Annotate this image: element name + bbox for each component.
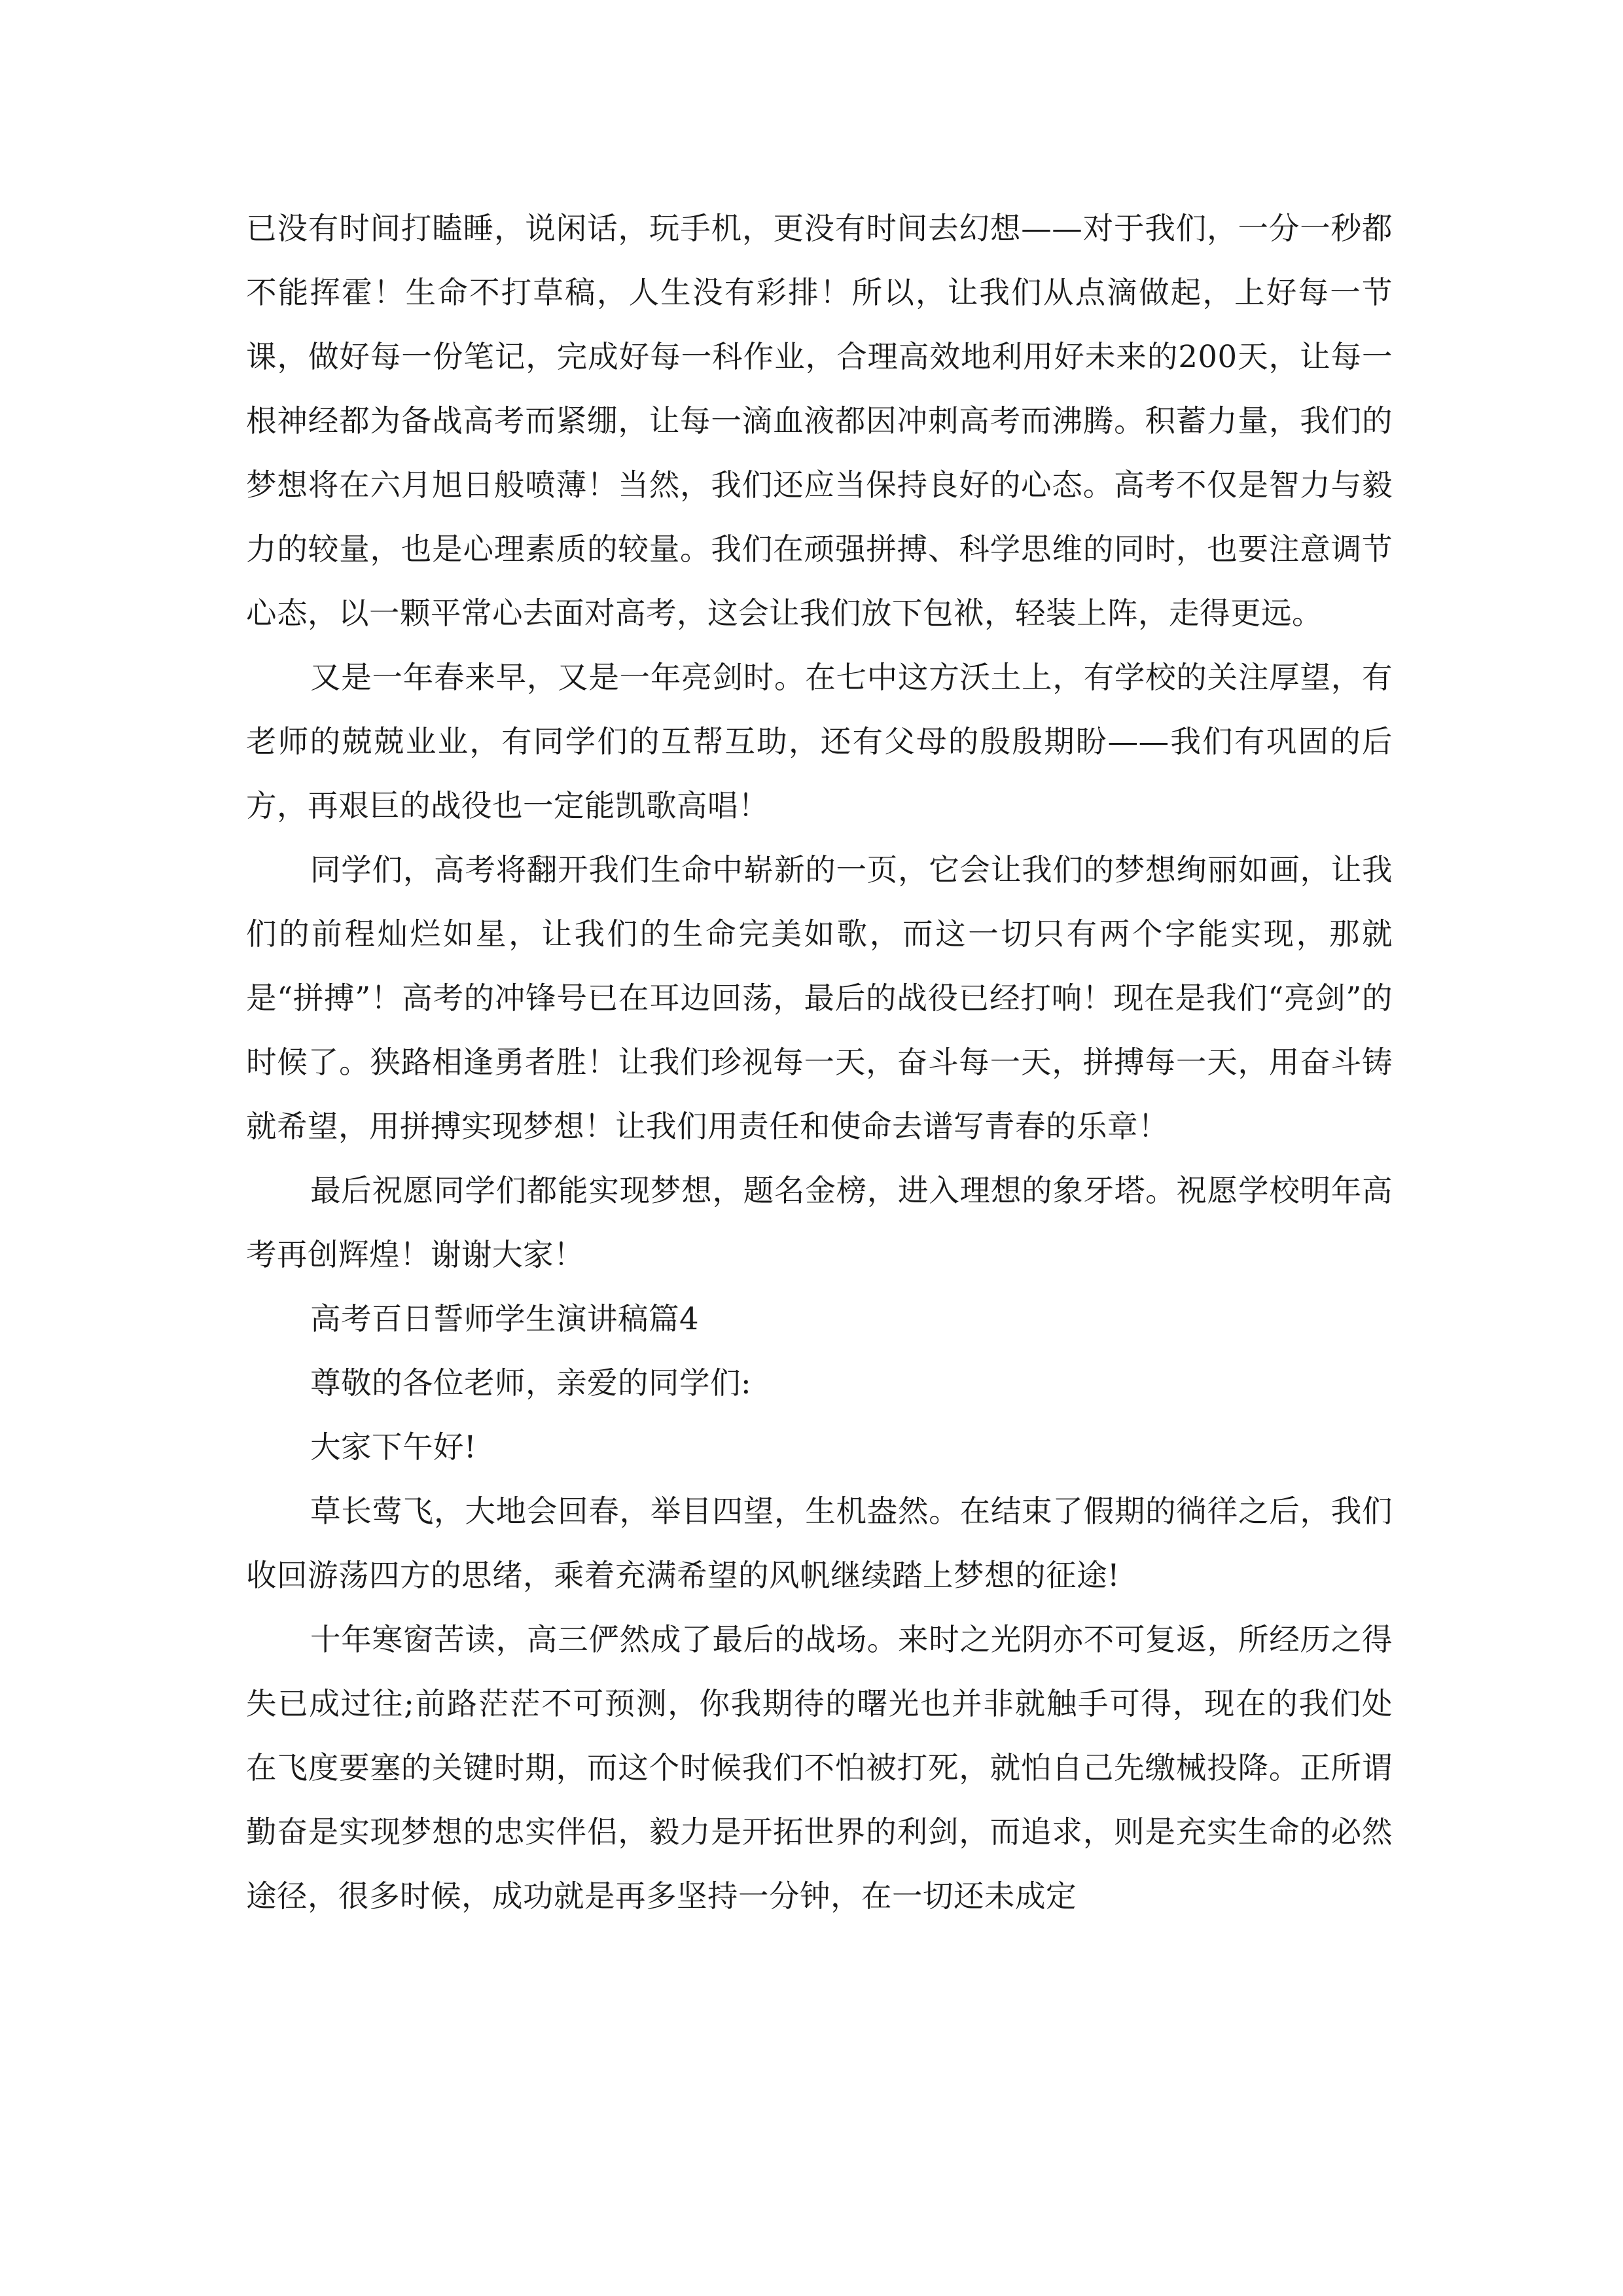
paragraph: 草长莺飞，大地会回春，举目四望，生机盎然。在结束了假期的徜徉之后，我们收回游荡四方的思绪，乘着充满希望的风帆继续踏上梦想的征途! [246,1494,1393,1593]
paragraph-continuation: 已没有时间打瞌睡，说闲话，玩手机，更没有时间去幻想——对于我们，一分一秒都不能挥霍！生命不打草稿，人生没有彩排！所以，让我们从点滴做起，上好每一节课，做好每一份笔记，完成好每一科作业，合理高效地利用好未来的200天，让每一根神经都为备战高考而紧绷，让每一滴血液都因冲刺高考而沸腾。积蓄力量，我们的梦想将在六月旭日般喷薄！当然，我们还应当保持良好的心态。高考不仅是智力与毅力的较量，也是心理素质的较量。我们在顽强拼搏、科学思维的同时，也要注意调节心态，以一颗平常心去面对高考，这会让我们放下包袱，轻装上阵，走得更远。 [246,211,1393,631]
paragraph: 又是一年春来早，又是一年亮剑时。在七中这方沃土上，有学校的关注厚望，有老师的兢兢业业，有同学们的互帮互助，还有父母的殷殷期盼——我们有巩固的后方，再艰巨的战役也一定能凯歌高唱！ [246,660,1393,823]
document-body [246,196,1393,1928]
paragraph: 最后祝愿同学们都能实现梦想，题名金榜，进入理想的象牙塔。祝愿学校明年高考再创辉煌！谢谢大家！ [246,1173,1393,1272]
section-heading: 高考百日誓师学生演讲稿篇4 [310,1301,700,1336]
greeting: 大家下午好! [310,1429,477,1465]
paragraph: 同学们，高考将翻开我们生命中崭新的一页，它会让我们的梦想绚丽如画，让我们的前程灿烂如星，让我们的生命完美如歌，而这一切只有两个字能实现，那就是“拼搏”！高考的冲锋号已在耳边回荡，最后的战役已经打响！现在是我们“亮剑”的时候了。狭路相逢勇者胜！让我们珍视每一天，奋斗每一天，拼搏每一天，用奋斗铸就希望，用拼搏实现梦想！让我们用责任和使命去谱写青春的乐章！ [246,852,1393,1144]
paragraph: 十年寒窗苦读，高三俨然成了最后的战场。来时之光阴亦不可复返，所经历之得失已成过往;前路茫茫不可预测，你我期待的曙光也并非就触手可得，现在的我们处在飞度要塞的关键时期，而这个时候我们不怕被打死，就怕自己先缴械投降。正所谓勤奋是实现梦想的忠实伴侣，毅力是开拓世界的利剑，而追求，则是充实生命的必然途径，很多时候，成功就是再多坚持一分钟，在一切还未成定 [246,1622,1393,1914]
salutation: 尊敬的各位老师，亲爱的同学们: [310,1365,752,1401]
